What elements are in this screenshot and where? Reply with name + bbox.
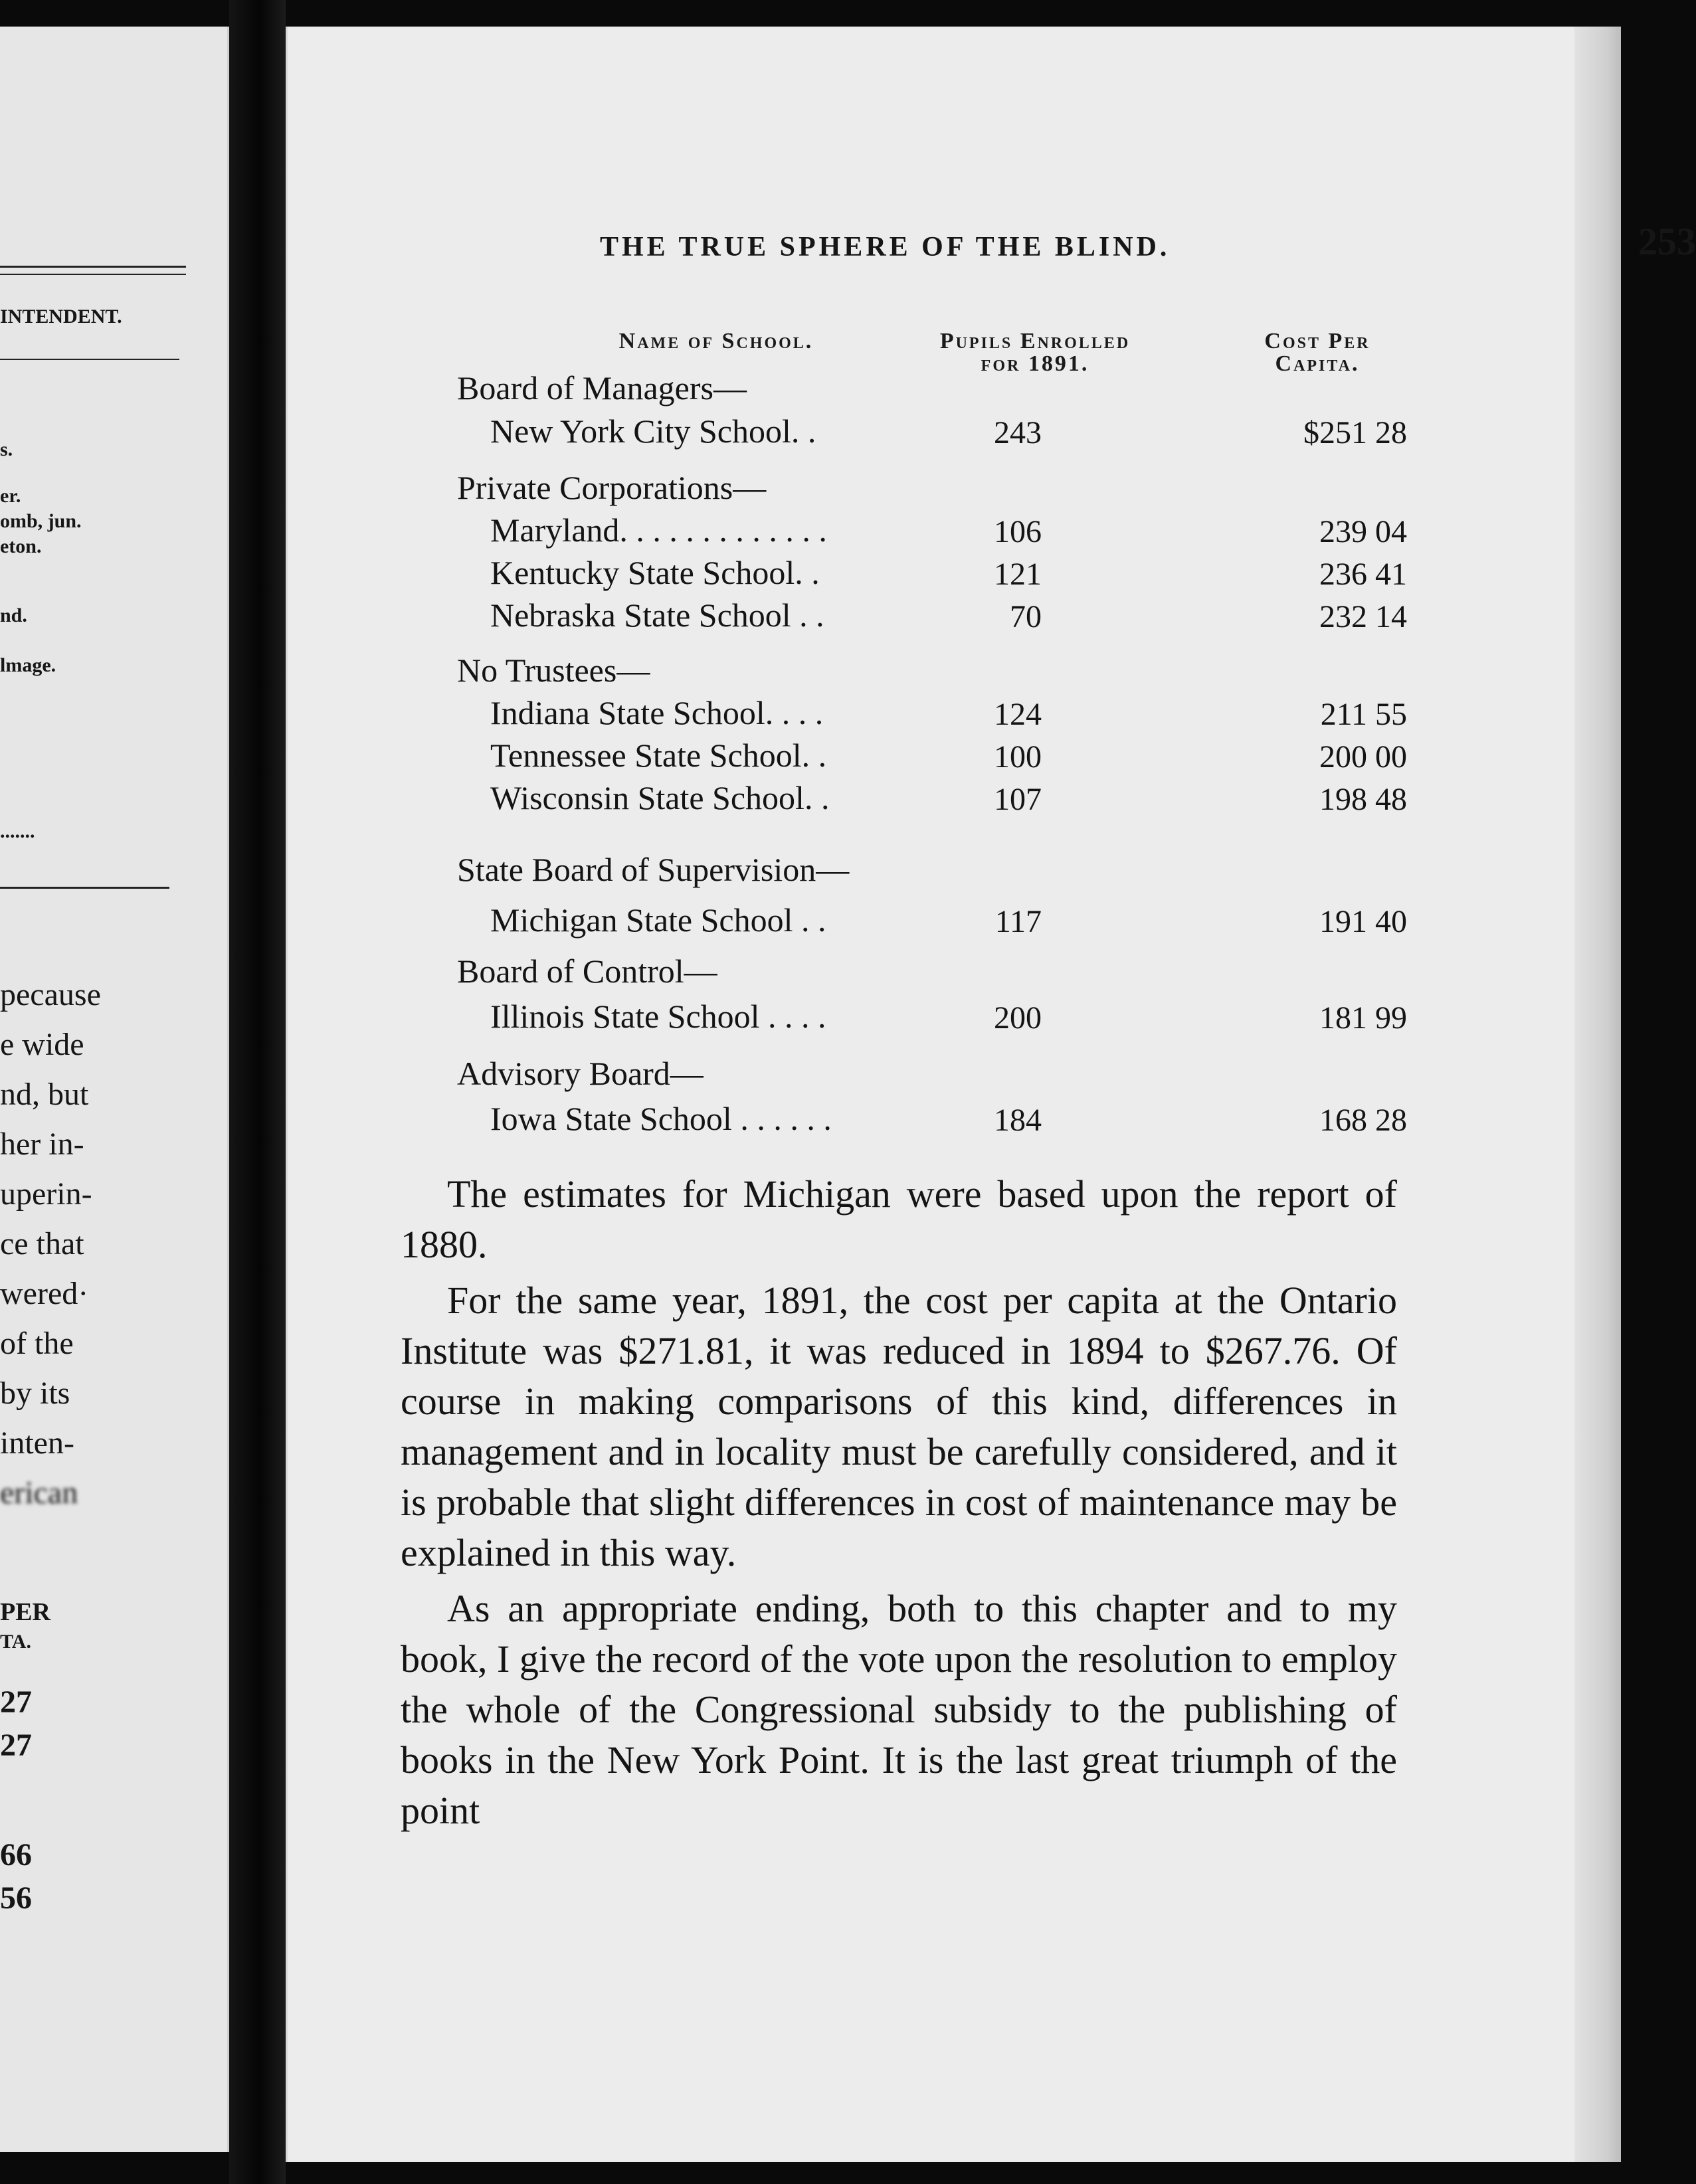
school-name: Nebraska State School . . <box>490 596 824 634</box>
paragraph: The estimates for Michigan were based upon the report of 1880. <box>401 1172 1397 1266</box>
fragment-number: 66 <box>0 1837 32 1872</box>
fragment-number: 56 <box>0 1880 32 1916</box>
fragment-text: er. <box>0 485 21 507</box>
table-row <box>457 511 1454 552</box>
table-row <box>457 736 1454 777</box>
school-name: Tennessee State School. . <box>490 737 827 774</box>
group-title: Private Corporations— <box>457 469 767 506</box>
column-header-cost <box>1221 330 1414 375</box>
pupils-enrolled: 243 <box>994 415 1042 450</box>
cost-per-capita: 168 28 <box>1319 1103 1407 1138</box>
pupils-enrolled: 124 <box>994 697 1042 732</box>
pupils-enrolled: 100 <box>994 739 1042 774</box>
book-gutter <box>229 0 286 2184</box>
section-rule <box>0 887 169 889</box>
table-row <box>457 901 1454 942</box>
school-name: Wisconsin State School. . <box>490 779 830 816</box>
group-title: Board of Control— <box>457 953 717 990</box>
fragment-line: nd, but <box>0 1077 89 1112</box>
column-header-pupils-line1: Pupils Enrolled <box>939 329 1131 353</box>
fragment-text: nd. <box>0 604 27 626</box>
cost-per-capita: 239 04 <box>1319 514 1407 549</box>
top-rule <box>0 266 186 268</box>
cost-per-capita: 191 40 <box>1319 904 1407 939</box>
header-rule <box>0 359 179 360</box>
body-text <box>401 1169 1397 1841</box>
column-header-cost-line2: Capita. <box>1275 351 1360 376</box>
cost-per-capita: 211 55 <box>1320 697 1407 732</box>
group-title: State Board of Supervision— <box>457 851 850 888</box>
paragraph: As an appropriate ending, both to this chapter and to my book, I give the record of the vote upon the resolution to employ the whole of the Congressional subsidy to the publishing of books in the New York Point. It is the last great triumph of the point <box>401 1587 1397 1832</box>
school-name: Maryland. . . . . . . . . . . . . <box>490 511 827 549</box>
pupils-enrolled: 121 <box>994 557 1042 592</box>
table-row <box>457 693 1454 735</box>
fragment-line: wered· <box>0 1276 89 1311</box>
fragment-header: PER <box>0 1598 50 1626</box>
paragraph: For the same year, 1891, the cost per capita at the Ontario Institute was $271.81, it was reduced in 1894 to $267.76. Of course in making comparisons of this kind, differences in management and in locality must be carefully considered, and it is probable that slight differences in cost of maintenance may be explained in this way. <box>401 1279 1397 1574</box>
fragment-line-blurred: erican <box>0 1475 78 1510</box>
column-header-name: Name of School. <box>618 329 814 353</box>
cost-per-capita: 181 99 <box>1319 1000 1407 1036</box>
group-title: Advisory Board— <box>457 1055 704 1092</box>
previous-page-fragment <box>0 27 229 2152</box>
column-header-pupils <box>892 330 1178 375</box>
pupils-enrolled: 184 <box>994 1103 1042 1138</box>
column-header-pupils-line2: for 1891. <box>981 351 1089 376</box>
fragment-number: 27 <box>0 1684 32 1720</box>
fragment-line: pecause <box>0 977 101 1012</box>
cost-per-capita: 236 41 <box>1319 557 1407 592</box>
cost-per-capita: $251 28 <box>1303 415 1407 450</box>
fragment-line: e wide <box>0 1027 84 1062</box>
school-name: New York City School. . <box>490 412 816 450</box>
school-name: Kentucky State School. . <box>490 554 820 591</box>
table-row <box>457 412 1454 453</box>
fragment-text: INTENDENT. <box>0 306 122 327</box>
fragment-text: lmage. <box>0 654 56 676</box>
page-number: 253 <box>1638 220 1696 263</box>
school-name: Michigan State School . . <box>490 901 826 939</box>
column-header-cost-line1: Cost Per <box>1264 329 1370 353</box>
book-page <box>286 27 1696 2162</box>
cost-per-capita: 200 00 <box>1319 739 1407 774</box>
fragment-line: inten- <box>0 1425 74 1461</box>
fragment-line: by its <box>0 1376 70 1411</box>
pupils-enrolled: 117 <box>994 904 1042 939</box>
fragment-text: s. <box>0 438 13 460</box>
fragment-line: ce that <box>0 1226 84 1261</box>
fragment-text: ....... <box>0 820 35 842</box>
school-name: Illinois State School . . . . <box>490 998 826 1035</box>
fragment-line: her in- <box>0 1127 84 1162</box>
school-name: Iowa State School . . . . . . <box>490 1100 832 1137</box>
fragment-text: eton. <box>0 535 42 557</box>
pupils-enrolled: 107 <box>994 782 1042 817</box>
pupils-enrolled: 70 <box>1010 599 1042 634</box>
pupils-enrolled: 106 <box>994 514 1042 549</box>
pupils-enrolled: 200 <box>994 1000 1042 1036</box>
table-row <box>457 596 1454 637</box>
table-row <box>457 1099 1454 1140</box>
school-name: Indiana State School. . . . <box>490 694 824 731</box>
fragment-header: TA. <box>0 1631 31 1653</box>
running-title: THE TRUE SPHERE OF THE BLIND. <box>600 232 1171 262</box>
fragment-line: uperin- <box>0 1176 92 1212</box>
running-head <box>600 219 1696 272</box>
cost-per-capita: 232 14 <box>1319 599 1407 634</box>
fragment-line: of the <box>0 1326 74 1361</box>
top-rule-2 <box>0 274 186 275</box>
group-title: No Trustees— <box>457 652 650 689</box>
cost-table <box>457 302 1640 1166</box>
table-row <box>457 553 1454 594</box>
fragment-text: omb, jun. <box>0 510 82 532</box>
table-row <box>457 997 1454 1038</box>
cost-per-capita: 198 48 <box>1319 782 1407 817</box>
fragment-number: 27 <box>0 1728 32 1763</box>
table-row <box>457 778 1454 820</box>
group-title: Board of Managers— <box>457 369 747 407</box>
